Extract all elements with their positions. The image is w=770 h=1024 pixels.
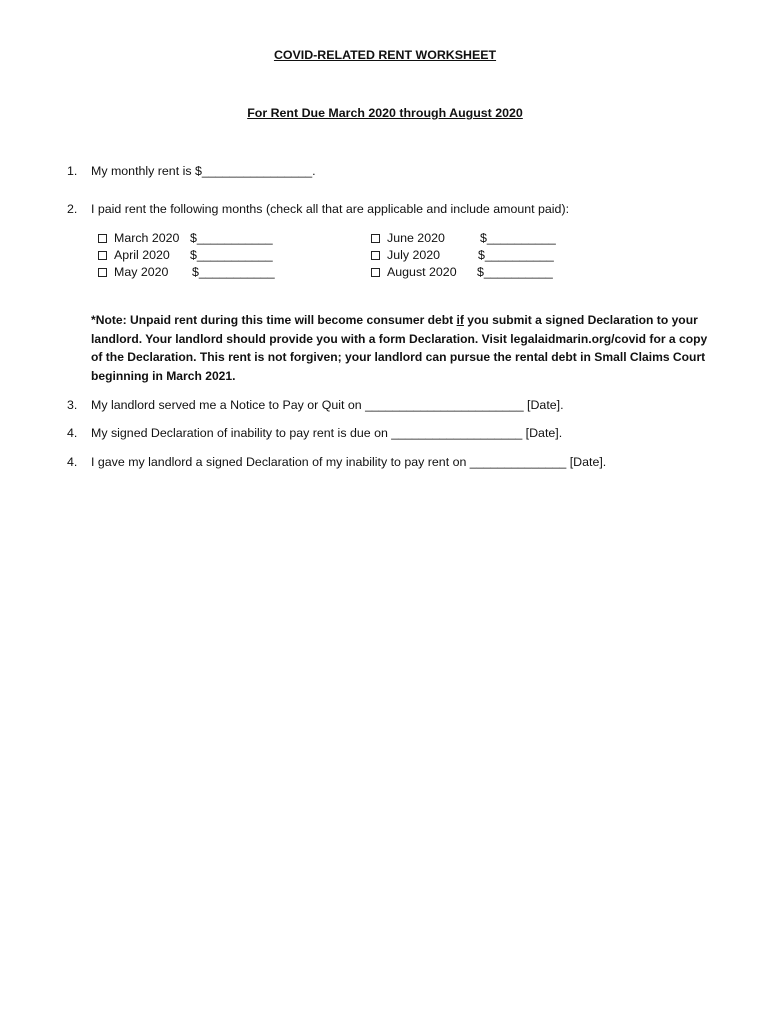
- item-4-number: 4.: [67, 426, 78, 440]
- month-row-march: [98, 231, 273, 245]
- month-label: April 2020: [114, 248, 170, 262]
- item-3-text: My landlord served me a Notice to Pay or Quit on _______________________ [Date].: [91, 398, 564, 412]
- month-row-june: [371, 231, 556, 245]
- note-underlined-word: if: [456, 313, 464, 327]
- amount-blank: $___________: [190, 248, 273, 262]
- month-row-may: [98, 265, 275, 279]
- checkbox-august[interactable]: [371, 268, 380, 277]
- document-subtitle: For Rent Due March 2020 through August 2020: [247, 106, 523, 120]
- document-title: COVID-RELATED RENT WORKSHEET: [273, 48, 497, 62]
- item-2-text: I paid rent the following months (check all that are applicable and include amount paid):: [91, 202, 570, 216]
- checkbox-april[interactable]: [98, 251, 107, 260]
- month-label: July 2020: [387, 248, 441, 262]
- checkbox-march[interactable]: [98, 234, 107, 243]
- month-label: June 2020: [387, 231, 445, 245]
- item-2-number: 2.: [67, 202, 78, 216]
- note-paragraph: [91, 311, 721, 385]
- amount-blank: $__________: [480, 231, 556, 245]
- month-row-april: [98, 248, 273, 262]
- item-5-text: I gave my landlord a signed Declaration of my inability to pay rent on ______________ [Date].: [91, 455, 607, 469]
- amount-blank: $___________: [190, 231, 273, 245]
- checkbox-july[interactable]: [371, 251, 380, 260]
- item-1-number: 1.: [67, 164, 78, 178]
- amount-blank: $__________: [477, 265, 553, 279]
- note-part-2: you submit a signed Declaration to your landlord. Your landlord should provide you with a form Declaration. Visit legalaidmarin.org/covid for a copy of the Declaration. This rent is not forgiven; your landlord can pursue the rental debt in Small Claims Court beginning in March 2021.: [91, 313, 708, 383]
- month-row-july: [371, 248, 554, 262]
- month-row-august: [371, 265, 553, 279]
- item-1-text: My monthly rent is $________________.: [91, 164, 316, 178]
- checkbox-june[interactable]: [371, 234, 380, 243]
- month-label: March 2020: [114, 231, 180, 245]
- amount-blank: $__________: [478, 248, 554, 262]
- note-part-1: *Note: Unpaid rent during this time will become consumer debt: [91, 313, 457, 327]
- item-5-number: 4.: [67, 455, 78, 469]
- item-3-number: 3.: [67, 398, 78, 412]
- month-label: August 2020: [387, 265, 457, 279]
- month-label: May 2020: [114, 265, 169, 279]
- item-4-text: My signed Declaration of inability to pay rent is due on ___________________ [Date].: [91, 426, 563, 440]
- checkbox-may[interactable]: [98, 268, 107, 277]
- amount-blank: $___________: [192, 265, 275, 279]
